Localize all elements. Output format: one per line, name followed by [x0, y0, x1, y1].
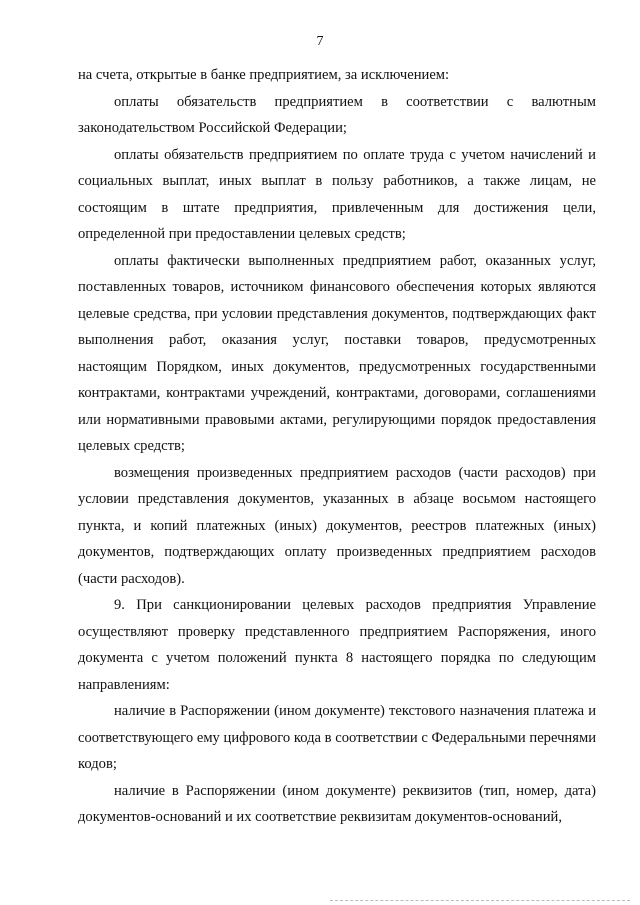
scan-edge-divider: [330, 900, 630, 902]
page-number: 7: [316, 34, 324, 49]
document-body: [78, 62, 596, 831]
paragraph-reimbursement: возмещения произведенных предприятием расходов (части расходов) при условии представления документов, указанных в абзаце восьмом настоящего пункта, и копий платежных (иных) документов, реестров платежных (иных) документов, подтверждающих оплату произведенных предприятием расходов (части расходов).: [78, 464, 596, 587]
paragraph-work-payment: оплаты фактически выполненных предприятием работ, оказанных услуг, поставленных товаров, источником финансового обеспечения которых являются целевые средства, при условии представления документов, подтверждающих факт выполнения работ, оказания услуг, поставки товаров, предусмотренных настоящим Порядком, иных документов, предусмотренных государственными контрактами, контрактами учреждений, контрактами, договорами, соглашениями или нормативными правовыми актами, регулирующими порядок предоставления целевых средств;: [78, 252, 596, 454]
paragraph-continuation: на счета, открытые в банке предприятием, за исключением:: [78, 67, 450, 83]
paragraph-section-9: 9. При санкционировании целевых расходов предприятия Управление осуществляют проверку представленного предприятием Распоряжения, иного документа с учетом положений пункта 8 настоящего порядка по следующим направлениям:: [78, 597, 596, 693]
paragraph-payroll-obligations: оплаты обязательств предприятием по оплате труда с учетом начислений и социальных выплат, иных выплат в пользу работников, а также лицам, не состоящим в штате предприятия, привлеченным для достижения цели, определенной при предоставлении целевых средств;: [78, 146, 596, 242]
paragraph-document-details-check: наличие в Распоряжении (ином документе) реквизитов (тип, номер, дата) документов-оснований и их соответствие реквизитам документов-оснований,: [78, 782, 596, 825]
paragraph-currency-obligations: оплаты обязательств предприятием в соответствии с валютным законодательством Российской Федерации;: [78, 93, 596, 136]
paragraph-payment-purpose-check: наличие в Распоряжении (ином документе) текстового назначения платежа и соответствующего ему цифрового кода в соответствии с Федеральными перечнями кодов;: [78, 703, 596, 772]
